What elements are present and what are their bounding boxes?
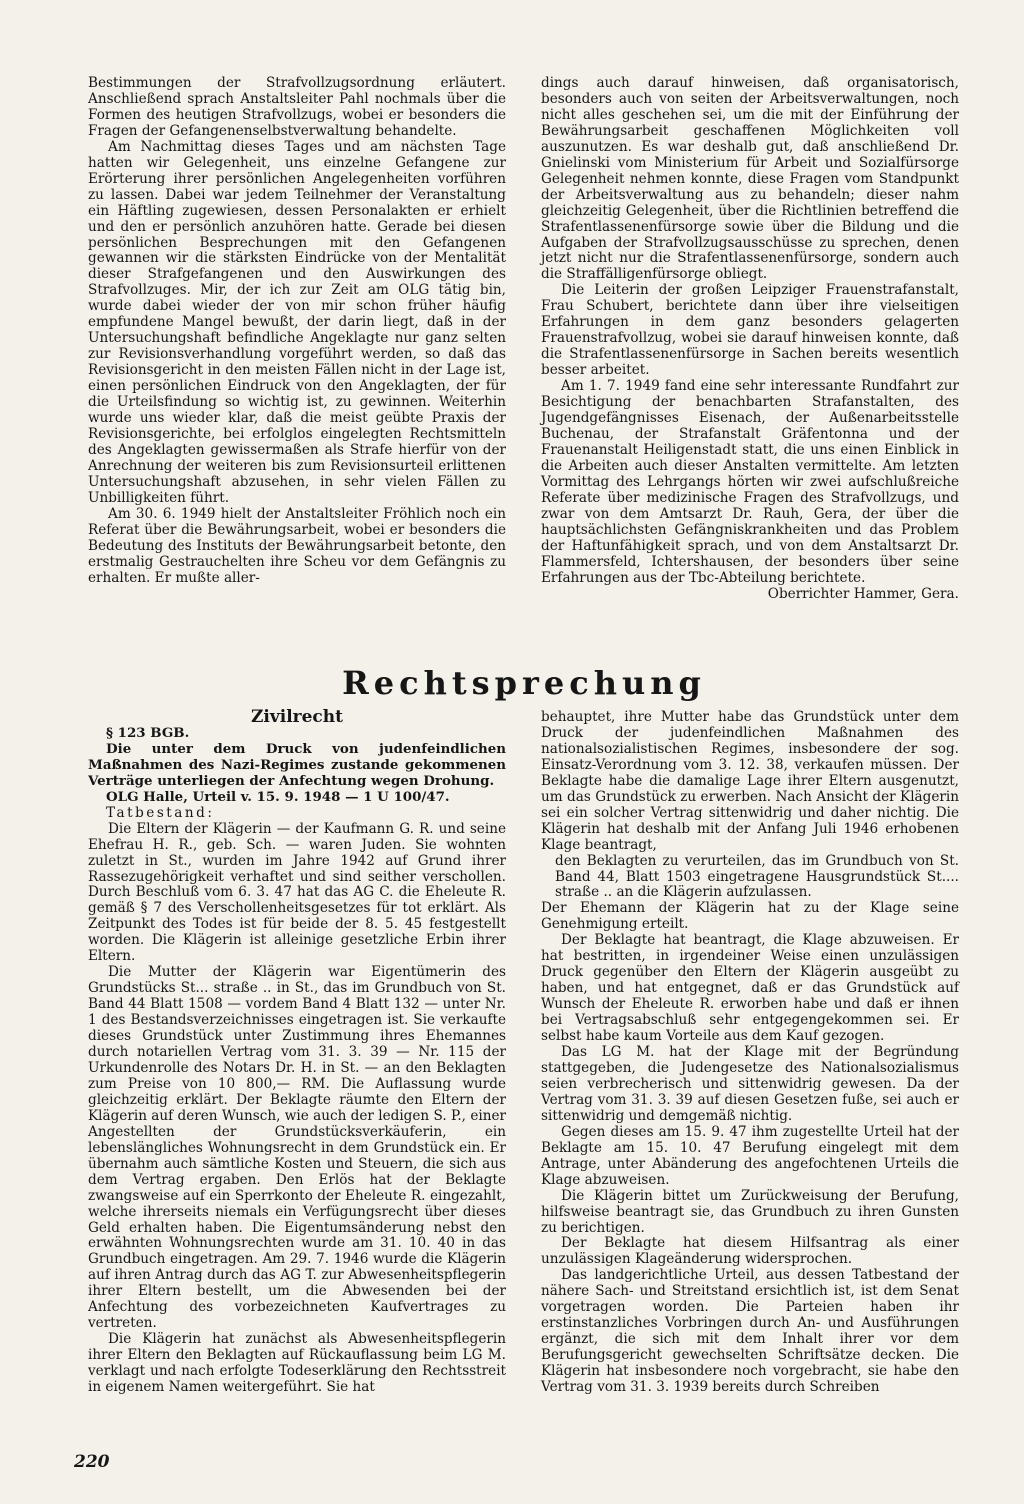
report-paragraph: Am Nachmittag dieses Tages und am nächsten Tage hatten wir Gelegenheit, uns einzelne Gefangene zur Erörterung ihrer persönlichen Angelegenheiten vorführen zu lassen. Dabei war jedem Teilnehmer der Veranstaltung ein Häftling zugewiesen, dessen Personalakten er erhielt und den er persönlich anzuhören hatte. Gerade bei diesen persönlichen Besprechungen mit den Gefangenen gewannen wir die stärksten Eindrücke von der Mentalität dieser Strafgefangenen und den Auswirkungen des Strafvollzuges. Mir, der ich zur Zeit am OLG tätig bin, wurde dabei wieder der von mir schon früher häufig empfundene Mangel bewußt, der darin liegt, daß in der Untersuchungshaft befindliche Angeklagte nur ganz selten zur Revisionsverhandlung vorgeführt werden, so daß das Revisionsgericht in den meisten Fällen nicht in der Lage ist, einen persönlichen Eindruck von den Angeklagten, der für die Urteilsfindung so wichtig ist, zu gewinnen. Weiterhin wurde uns wieder klar, daß die meist geübte Praxis der Revisionsgerichte, bei erfolglos eingelegten Rechtsmitteln des Angeklagten gewissermaßen als Strafe hierfür von der Anrechnung der weiteren bis zum Revisionsurteil erlittenen Untersuchungshaft abzusehen, in sehr vielen Fällen zu Unbilligkeiten führt. (88, 138, 506, 506)
judgment-paragraph: Die Klägerin hat zunächst als Abwesenheitspflegerin ihrer Eltern den Beklagten auf Rückauflassung beim LG M. verklagt und nach erfolgte Todeserklärung den Rechtsstreit in eigenem Namen weitergeführt. Sie hat (88, 1331, 506, 1396)
facts-label: Tatbestand: (106, 804, 215, 821)
page-number: 220 (74, 1452, 110, 1472)
court-citation: OLG Halle, Urteil v. 15. 9. 1948 — 1 U 100/47. (106, 788, 450, 805)
report-paragraph: Die Leiterin der großen Leipziger Frauenstrafanstalt, Frau Schubert, berichtete dann über ihre vielseitigen Erfahrungen in dem ganz besonders gelagerten Frauenstrafvollzug, wobei sie darauf hinweisen konnte, daß die Strafentlassenenfürsorge in Sachen bereits wesentlich besser arbeitet. (541, 282, 959, 379)
subsection-title: Zivilrecht (251, 707, 343, 727)
judgment-paragraph: Das landgerichtliche Urteil, aus dessen Tatbestand der nähere Sach- und Streitstand ersichtlich ist, ist dem Senat vorgetragen worden. Die Parteien haben ihr erstinstanzliches Vorbringen durch An- und Ausführungen ergänzt, die sich mit dem Inhalt ihrer vor dem Berufungsgericht gewechselten Schriftsätze decken. Die Klägerin hat insbesondere noch vorgebracht, sie habe den Vertrag vom 31. 3. 1939 bereits durch Schreiben (541, 1267, 959, 1396)
report-paragraph: Bestimmungen der Strafvollzugsordnung erläutert. Anschließend sprach Anstaltsleiter Pahl nochmals über die Formen des heutigen Strafvollzugs, wobei er besonders die Fragen der Gefangenenselbstverwaltung behandelte. (88, 75, 506, 139)
report-column-right (541, 76, 959, 602)
judgment-paragraph: behauptet, ihre Mutter habe das Grundstück unter dem Druck der judenfeindlichen Maßnahmen des nationalsozialistischen Regimes, insbesondere der sog. Einsatz-Verordnung vom 3. 12. 38, verkaufen müssen. Der Beklagte habe die damalige Lage ihrer Eltern ausgenutzt, um das Grundstück zu erwerben. Nach Ansicht der Klägerin sei ein solcher Vertrag sittenwidrig und daher nichtig. Die Klägerin hat deshalb mit der Anfang Juli 1946 erhobenen Klage beantragt, (541, 709, 959, 853)
judgment-paragraph: Der Beklagte hat diesem Hilfsantrag als einer unzulässigen Klageänderung widersprochen. (541, 1235, 959, 1268)
headnote: Die unter dem Druck von judenfeindlichen Maßnahmen des Nazi-Regimes zustande gekommenen Verträge unterliegen der Anfechtung wegen Drohung. (88, 740, 506, 789)
judgment-column-left (88, 707, 507, 1396)
author-signature: Oberrichter Hammer, Gera. (767, 585, 959, 602)
judgment-paragraph: Die Klägerin bittet um Zurückweisung der Berufung, hilfsweise beantragt sie, das Grundbuch zu ihren Gunsten zu berichtigen. (541, 1187, 959, 1236)
judgment-paragraph: Die Eltern der Klägerin — der Kaufmann G. R. und seine Ehefrau H. R., geb. Sch. — waren Juden. Sie wohnten zuletzt in St., wurden im Jahre 1942 auf Grund ihrer Rassezugehörigkeit verhaftet und sind seither verschollen. Durch Beschluß vom 6. 3. 47 hat das AG C. die Eheleute R. gemäß § 7 des Verschollenheitsgesetzes für tot erklärt. Als Zeitpunkt des Todes ist für beide der 8. 5. 45 festgestellt worden. Die Klägerin ist alleinige gesetzliche Erbin ihrer Eltern. (88, 820, 506, 965)
report-column-left (88, 76, 506, 587)
report-paragraph: Am 1. 7. 1949 fand eine sehr interessante Rundfahrt zur Besichtigung der benachbarten Strafanstalten, des Jugendgefängnisses Eisenach, der Außenarbeitsstelle Buchenau, der Strafanstalt Gräfentonna und der Frauenanstalt Heiligenstadt statt, die uns einen Einblick in die Arbeiten auch dieser Anstalten vermittelte. Am letzten Vormittag des Lehrgangs hörten wir zwei aufschlußreiche Referate über medizinische Fragen des Strafvollzugs, und zwar von dem Amtsarzt Dr. Rauh, Gera, der über die hauptsächlichsten Gefängniskrankheiten und das Problem der Haftunfähigkeit sprach, und von dem Anstaltsarzt Dr. Flammersfeld, Ichtershausen, der besonders über seine Erfahrungen aus der Tbc-Abteilung berichtete. (541, 378, 959, 586)
claim-quote: den Beklagten zu verurteilen, das im Grundbuch von St. Band 44, Blatt 1503 eingetragene Hausgrundstück St.... straße .. an die Klägerin aufzulassen. (555, 852, 959, 901)
judgment-paragraph: Das LG M. hat der Klage mit der Begründung stattgegeben, die Judengesetze des Nationalsozialismus seien verbrecherisch und sittenwidrig gewesen. Da der Vertrag vom 31. 3. 39 auf diesen Gesetzen fuße, sei auch er sittenwidrig und demgemäß nichtig. (541, 1044, 959, 1124)
report-paragraph: Am 30. 6. 1949 hielt der Anstaltsleiter Fröhlich noch ein Referat über die Bewährungsarbeit, wobei er besonders die Bedeutung des Instituts der Bewährungsarbeit betonte, den erstmalig Gestrauchelten ihre Scheu vor dem Gefängnis zu erhalten. Er mußte aller- (88, 505, 506, 586)
judgment-paragraph: Die Mutter der Klägerin war Eigentümerin des Grundstücks St... straße .. in St., das im Grundbuch von St. Band 44 Blatt 1508 — vordem Band 4 Blatt 132 — unter Nr. 1 des Bestandsverzeichnisses eingetragen ist. Sie verkaufte dieses Grundstück unter Zustimmung ihres Ehemannes durch notariellen Vertrag vom 31. 3. 39 — Nr. 115 der Urkundenrolle des Notars Dr. H. in St. — an den Beklagten zum Preise von 10 800,— RM. Die Auflassung wurde gleichzeitig erklärt. Der Beklagte räumte den Eltern der Klägerin auf deren Wunsch, wie auch der ledigen S. P., einer Angestellten der Grundstücksverkäuferin, ein lebenslängliches Wohnungsrecht in dem Grundstück ein. Er übernahm auch sämtliche Kosten und Steuern, die sich aus dem Vertrag ergaben. Den Erlös hat der Beklagte zwangsweise auf ein Sperrkonto der Eheleute R. eingezahlt, welche ihrerseits niemals ein Verfügungsrecht über dieses Geld erhalten haben. Die Eigentumsänderung nebst den erwähnten Wohnungsrechten wurde am 31. 10. 40 in das Grundbuch eingetragen. Am 29. 7. 1946 wurde die Klägerin auf ihren Antrag durch das AG T. zur Abwesenheitspflegerin ihrer Eltern bestellt, um die Abwesenden bei der Anfechtung des vorbezeichneten Kaufvertrages zu vertreten. (88, 964, 507, 1332)
statute-reference: § 123 BGB. (106, 724, 190, 741)
judgment-paragraph: Gegen dieses am 15. 9. 47 ihm zugestellte Urteil hat der Beklagte am 15. 10. 47 Berufung eingelegt mit dem Antrage, unter Abänderung des angefochtenen Urteils die Klage abzuweisen. (541, 1123, 959, 1188)
judgment-paragraph: Der Ehemann der Klägerin hat zu der Klage seine Genehmigung erteilt. (541, 900, 959, 933)
report-paragraph: dings auch darauf hinweisen, daß organisatorisch, besonders auch von seiten der Arbeitsverwaltungen, noch nicht alles geschehen sei, um die mit der Einführung der Bewährungsarbeit geschaffenen Möglichkeiten voll auszunutzen. Es war deshalb gut, daß anschließend Dr. Gnielinski vom Ministerium für Arbeit und Sozialfürsorge Gelegenheit nehmen konnte, diese Fragen vom Standpunkt der Arbeitsverwaltung aus zu behandeln; dieser nahm gleichzeitig Gelegenheit, über die Richtlinien betreffend die Strafentlassenenfürsorge sowie über die Bildung und die Aufgaben der Strafvollzugsausschüsse zu sprechen, denen jetzt nicht nur die Strafentlassenenfürsorge, sondern auch die Straffälligenfürsorge obliegt. (541, 75, 959, 283)
judgment-column-right (541, 710, 959, 1396)
judgment-paragraph: Der Beklagte hat beantragt, die Klage abzuweisen. Er hat bestritten, in irgendeiner Weise einen unzulässigen Druck gegenüber den Eltern der Klägerin ausgeübt zu haben, und hat entgegnet, daß er das Grundstück auf Wunsch der Eheleute R. erworben habe und daß er ihnen bei Vertragsabschluß sehr entgegengekommen sei. Er selbst habe kaum Vorteile aus dem Kauf gezogen. (541, 932, 959, 1045)
section-title: Rechtsprechung (342, 664, 706, 702)
